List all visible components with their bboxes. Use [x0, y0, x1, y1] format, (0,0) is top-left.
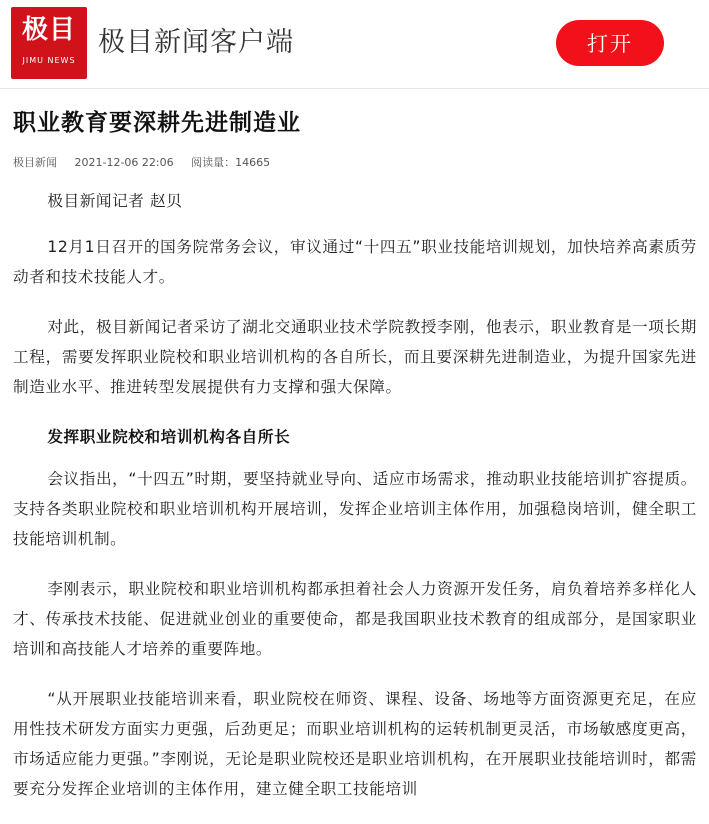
- logo-text-cn: 极目: [21, 15, 76, 45]
- article-paragraph: 李刚表示，职业院校和职业培训机构都承担着社会人力资源开发任务，肩负着培养多样化人才、传承技术技能、促进就业创业的重要使命，都是我国职业技术教育的组成部分，是国家职业培训和高技能人才培养的重要阵地。: [13, 580, 697, 658]
- article-title: 职业教育要深耕先进制造业: [13, 110, 301, 136]
- open-app-button[interactable]: 打开: [556, 20, 664, 66]
- article-source: 极目新闻: [13, 156, 57, 169]
- article-paragraph: 对此，极目新闻记者采访了湖北交通职业技术学院教授李刚，他表示，职业教育是一项长期工程，需要发挥职业院校和职业培训机构的各自所长，而且要深耕先进制造业，为提升国家先进制造业水平、推进转型发展提供有力支撑和强大保障。: [13, 318, 697, 396]
- views-count: 14665: [235, 156, 271, 169]
- article-subheading: 发挥职业院校和培训机构各自所长: [47, 428, 291, 446]
- article-datetime: 2021-12-06 22:06: [74, 156, 174, 169]
- app-name: 极目新闻客户端: [98, 27, 294, 58]
- jimu-news-logo[interactable]: [11, 7, 87, 79]
- article-paragraph: “从开展职业技能培训来看，职业院校在师资、课程、设备、场地等方面资源更充足，在应用性技术研发方面实力更强，后劲更足；而职业培训机构的运转机制更灵活，市场敏感度更高，市场适应能力更强。”李刚说，无论是职业院校还是职业培训机构，在开展职业技能培训时，都需要充分发挥企业培训的主体作用，建立健全职工技能培训: [13, 690, 697, 798]
- app-download-banner: [0, 0, 709, 89]
- views-label: 阅读量：: [191, 156, 236, 169]
- article-paragraph: 12月1日召开的国务院常务会议，审议通过“十四五”职业技能培训规划，加快培养高素质劳动者和技术技能人才。: [13, 238, 697, 286]
- article-meta: [13, 156, 284, 170]
- article-body: [13, 186, 697, 824]
- logo-text-en: JIMU NEWS: [22, 56, 76, 65]
- article-byline: 极目新闻记者 赵贝: [47, 192, 183, 210]
- article-paragraph: 会议指出，“十四五”时期，要坚持就业导向、适应市场需求，推动职业技能培训扩容提质。支持各类职业院校和职业培训机构开展培训，发挥企业培训主体作用，加强稳岗培训，健全职工技能培训机制。: [13, 470, 697, 548]
